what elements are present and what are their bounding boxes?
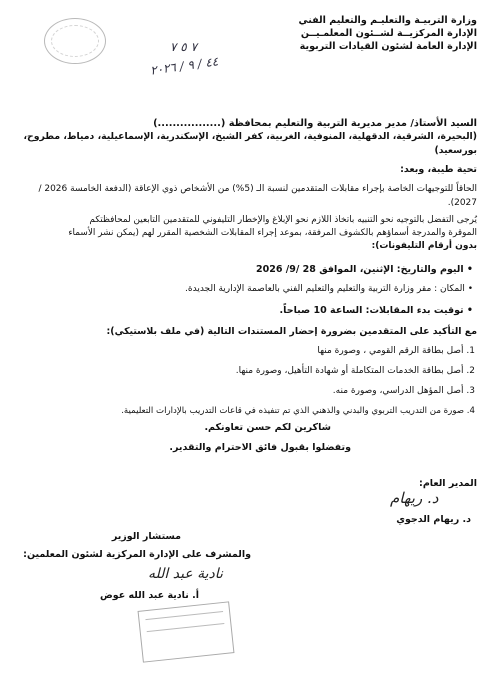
paragraph-instruction-1: يُرجى التفضل بالتوجيه نحو التنبيه باتخاذ اللازم نحو الإبلاغ والإخطار التليفوني للمتقدمين التابعين لمحافظتكم (89, 215, 477, 225)
bullet-date: • اليوم والتاريخ: الإثنين، الموافق 28 /9/ 2026 (256, 264, 473, 275)
governorates-list: (البحيرة، الشرقية، الدقهلية، المنوفية، الغربية، كفر الشيخ، الإسكندرية، الإسماعيلية، دمياط، مطروح، بورسعيد) (23, 131, 477, 156)
handwritten-number: ٧ ٥ ٧ (170, 40, 198, 54)
document-item-2: 2. أصل بطاقة الخدمات المتكاملة أو شهادة التأهيل، وصورة منها. (235, 366, 475, 376)
bullet-start-time-text: توقيت بدء المقابلات: الساعة 10 صباحاً. (279, 305, 464, 316)
advisor-signature-text: نادية عبد الله (148, 566, 223, 582)
bullet-date-text: اليوم والتاريخ: الإثنين، الموافق 28 /9/ 2026 (256, 264, 464, 275)
thanks-line: شاكرين لكم حسن تعاونكم. (204, 422, 331, 433)
document-item-4: 4. صورة من التدريب التربوي والبدني والذهني الذي تم تنفيذه في قاعات التدريب بالإدارات التعليمية. (121, 406, 475, 416)
addressee: السيد الأستاذ/ مدير مديرية التربية والتعليم بمحافظة (.................) (153, 118, 477, 129)
ministry-name: وزارة التربيـة والتعليـم والتعليم الفني (298, 15, 477, 26)
advisor-name: أ. نادية عبد الله عوض (100, 590, 199, 601)
seal-emblem (44, 18, 106, 64)
bullet-start-time: • توقيت بدء المقابلات: الساعة 10 صباحاً. (279, 305, 473, 316)
general-administration-name: الإدارة العامة لشئون القيادات التربوية (299, 41, 477, 52)
documents-intro: مع التأكيد على المتقدمين بضرورة إحضار المستندات التالية (في ملف بلاستيكي): (106, 326, 477, 337)
general-manager-signature-text: د. ريهام (390, 489, 439, 507)
closing-line: وتفضلوا بقبول فائق الاحترام والتقدير. (169, 442, 351, 453)
paragraph-intro: الحاقاً للتوجيهات الخاصة بإجراء مقابلات المتقدمين لنسبة الـ (5%) من الأشخاص ذوي الإعاقة (الدفعة الخامسة 2026 / 2027). (38, 184, 477, 208)
paragraph-instruction-2: الموقرة والمدرجة أسماؤهم بالكشوف المرفقة، بموعد إجراء المقابلات الشخصية المقرر لهم (يمكن نشر الأسماء (68, 228, 477, 238)
general-manager-title: المدير العام: (419, 478, 477, 489)
letterhead (277, 14, 477, 53)
advisor-title-1: مستشار الوزير (111, 531, 181, 542)
document-item-1: 1. أصل بطاقة الرقم القومي ، وصورة منها (317, 346, 475, 356)
advisor-title-2: والمشرف على الإدارة المركزية لشئون المعلمين: (23, 549, 251, 560)
handwritten-date: ٤٤ / ٩ / ٢٠٢٦ (149, 54, 220, 78)
greeting: تحية طيبة، وبعد: (400, 164, 477, 175)
document-item-3: 3. أصل المؤهل الدراسي، وصورة منه. (332, 386, 475, 396)
bullet-location: • المكان : مقر وزارة التربية والتعليم والتعليم الفني بالعاصمة الإدارية الجديدة. (185, 284, 473, 294)
bullet-location-text: المكان : مقر وزارة التربية والتعليم والتعليم الفني بالعاصمة الإدارية الجديدة. (185, 284, 465, 294)
general-manager-name: د. ريهام الدجوي (396, 514, 471, 525)
paragraph-instruction-3: بدون أرقام التليفونات): (371, 241, 477, 251)
advisor-signature (148, 566, 223, 582)
central-administration-name: الإدارة المركزيــة لشــئون المعلمـيــن (300, 28, 477, 39)
general-manager-signature (390, 489, 438, 507)
official-stamp (138, 601, 235, 662)
